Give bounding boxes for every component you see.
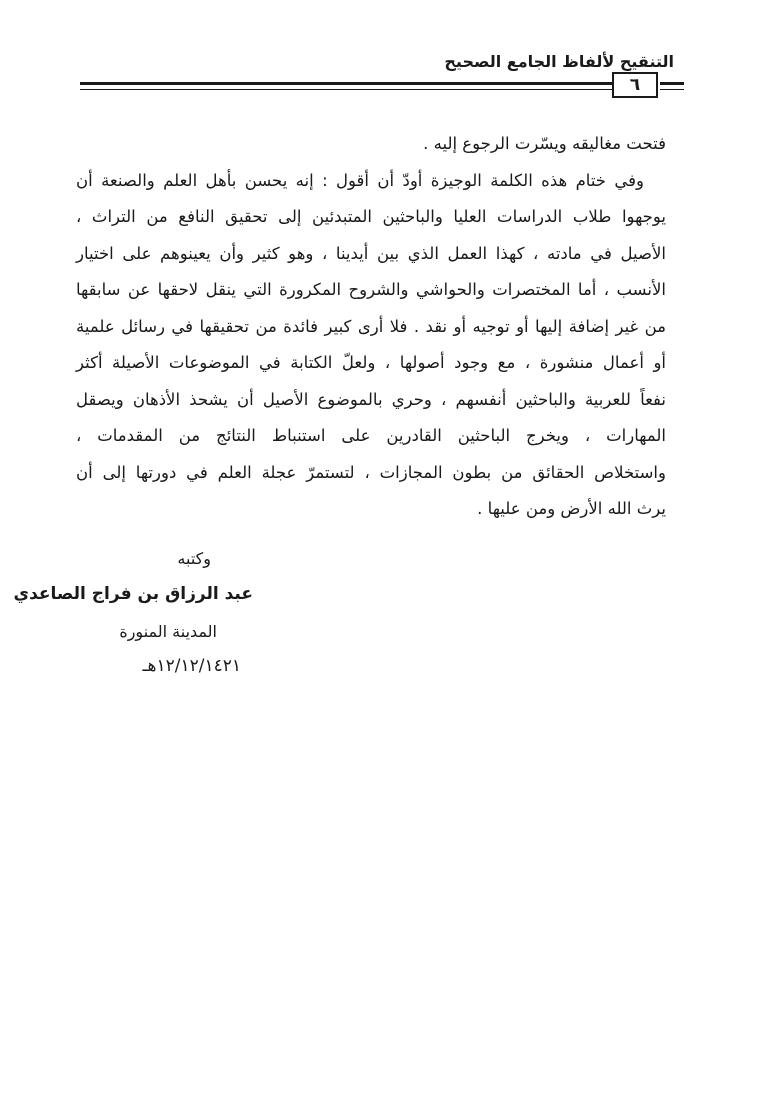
signature-city: المدينة المنورة <box>119 622 217 641</box>
text-line: يرث الله الأرض ومن عليها . <box>477 499 666 518</box>
text-line: وفي ختام هذه الكلمة الوجيزة أودّ أن أقول : إنه يحسن بأهل العلم والصنعة أن <box>76 170 644 190</box>
text-line: واستخلاص الحقائق من بطون المجازات ، لتستمرّ عجلة العلم في دورتها إلى أن <box>76 462 666 482</box>
text-line: الأصيل في مادته ، كهذا العمل الذي بين أيدينا ، وهو كثير وأن يعينوهم على اختيار <box>76 243 666 263</box>
page-number: ٦ <box>612 72 658 98</box>
header-rule-thick <box>80 82 612 85</box>
text-line: من غير إضافة إليها أو توجيه أو نقد . فلا أرى كبير فائدة من تحقيقها في رسائل علمية <box>76 316 666 336</box>
running-header-title: التنقيح لألفاظ الجامع الصحيح <box>444 52 674 71</box>
header-rule-right-thick <box>660 82 684 85</box>
signature-author-name: عبد الرزاق بن فراج الصاعدي <box>13 584 253 604</box>
text-line: يوجهوا طلاب الدراسات العليا والباحثين المتبدئين إلى تحقيق النافع من التراث ، <box>76 207 666 226</box>
text-line: المهارات ، ويخرج الباحثين القادرين على استنباط النتائج من المقدمات ، <box>76 426 666 445</box>
signature-wrote: وكتبه <box>177 549 211 568</box>
text-line: فتحت مغاليقه ويسّرت الرجوع إليه . <box>423 134 666 153</box>
header-rule-thin <box>80 89 612 90</box>
body-text <box>76 126 666 528</box>
header-rule-right-thin <box>660 89 684 90</box>
text-line: أو أعمال منشورة ، مع وجود أصولها ، ولعلّ الكتابة في الموضوعات الأصيلة أكثر <box>76 353 666 372</box>
signature-date: ١٢/١٢/١٤٢١هـ <box>142 656 241 676</box>
text-line: الأنسب ، أما المختصرات والحواشي والشروح المكرورة التي ينقل لاحقها عن سابقها <box>76 280 666 299</box>
text-line: نفعاً للعربية والباحثين أنفسهم ، وحري بالموضوع الأصيل أن يشحذ الأذهان ويصقل <box>76 389 666 409</box>
